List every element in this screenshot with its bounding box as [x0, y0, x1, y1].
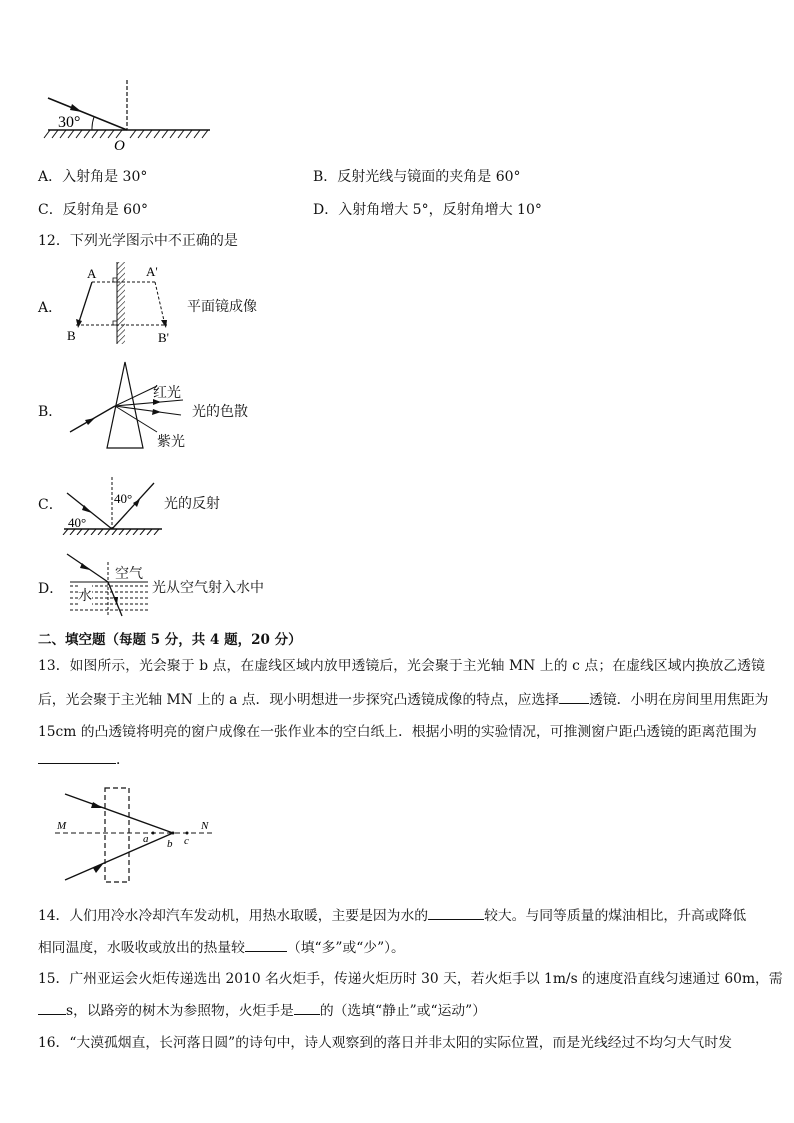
q13-blank-2[interactable] — [38, 751, 116, 764]
q12-a-letter: A． — [38, 300, 63, 316]
q11-angle-label: 30° — [58, 114, 81, 131]
q16-line-1: 16．“大漠孤烟直，长河落日圆”的诗句中，诗人观察到的落日并非太阳的实际位置，而是光线经过不均匀大气时发 — [38, 1035, 732, 1051]
q14-line-2 — [38, 936, 405, 956]
q15-blank-1[interactable] — [38, 1002, 66, 1015]
q13-label-c: c — [184, 835, 189, 847]
q15-line-2b: 的（选填“静止”或“运动”） — [319, 1003, 487, 1019]
q14-line-2a: 相同温度，水吸收或放出的热量较 — [38, 940, 245, 956]
q12-b-letter: B． — [38, 404, 63, 420]
q12-c-angle-1: 40° — [114, 491, 133, 506]
q13-label-n: N — [201, 820, 209, 832]
q12-c-figure — [62, 475, 167, 535]
q12-d-figure — [62, 550, 152, 618]
q13-line-2 — [38, 688, 768, 708]
q13-blank-1[interactable] — [559, 691, 589, 704]
q13-figure — [55, 784, 225, 886]
section-2-title: 二、填空题（每题 5 分，共 4 题，20 分） — [38, 632, 302, 648]
q15-line-2 — [38, 999, 486, 1019]
q11-option-c: C．反射角是 60° — [38, 202, 148, 218]
q14-line-1 — [38, 904, 746, 924]
q12-c-angle-2: 40° — [68, 515, 87, 530]
q13-line-4-text: ． — [116, 752, 130, 768]
q12-c-letter: C． — [38, 497, 63, 513]
q14-line-1b: 较大。与同等质量的煤油相比，升高或降低 — [484, 908, 747, 924]
q13-label-a: a — [143, 833, 149, 845]
q13-label-m: M — [57, 820, 67, 832]
q12-a-caption: 平面镜成像 — [187, 299, 257, 315]
q12-a-label-b2: B' — [158, 330, 170, 345]
q15-blank-2[interactable] — [294, 1002, 320, 1015]
q12-a-figure — [62, 262, 182, 347]
q14-line-2b: （填“多”或“少”）。 — [286, 940, 405, 956]
q11-option-d: D．入射角增大 5°，反射角增大 10° — [313, 202, 542, 218]
q15-line-1: 15．广州亚运会火炬传递选出 2010 名火炬手，传递火炬历时 30 天，若火炬手以 1m/s 的速度沿直线匀速通过 60m，需 — [38, 971, 783, 987]
q11-figure — [40, 80, 215, 155]
q12-b-caption: 光的色散 — [192, 404, 248, 420]
q13-label-b: b — [167, 838, 173, 850]
q13-line-1: 13．如图所示，光会聚于 b 点，在虚线区域内放甲透镜后，光会聚于主光轴 MN 上的 c 点；在虚线区域内换放乙透镜 — [38, 658, 766, 674]
q13-line-2b: 透镜．小明在房间里用焦距为 — [589, 692, 769, 708]
q12-a-label-a2: A' — [146, 264, 158, 279]
q11-point-o: O — [114, 138, 125, 154]
q12-d-label-air: 空气 — [115, 566, 143, 582]
q15-line-2a: s，以路旁的树木为参照物，火炬手是 — [66, 1003, 294, 1019]
q11-option-b: B．反射光线与镜面的夹角是 60° — [313, 169, 521, 185]
q14-blank-1[interactable] — [428, 907, 484, 920]
q14-blank-2[interactable] — [245, 939, 287, 952]
q13-line-2a: 后，光会聚于主光轴 MN 上的 a 点．现小明想进一步探究凸透镜成像的特点，应选择 — [38, 692, 560, 708]
q12-b-label-red: 红光 — [153, 385, 181, 401]
q12-a-label-b: B — [67, 328, 76, 343]
q13-line-3: 15cm 的凸透镜将明亮的窗户成像在一张作业本的空白纸上．根据小明的实验情况，可推测窗户距凸透镜的距离范围为 — [38, 724, 757, 740]
q12-a-label-a: A — [87, 266, 97, 281]
q12-b-label-violet: 紫光 — [157, 434, 185, 450]
q12-d-letter: D． — [38, 581, 64, 597]
q14-line-1a: 14．人们用冷水冷却汽车发动机，用热水取暖，主要是因为水的 — [38, 908, 429, 924]
q12-d-caption: 光从空气射入水中 — [152, 580, 264, 596]
q12-stem: 12．下列光学图示中不正确的是 — [38, 233, 238, 249]
q12-d-label-water: 水 — [78, 585, 92, 605]
q12-c-caption: 光的反射 — [164, 496, 220, 512]
q13-line-4 — [38, 749, 130, 769]
q11-option-a: A．入射角是 30° — [38, 169, 148, 185]
